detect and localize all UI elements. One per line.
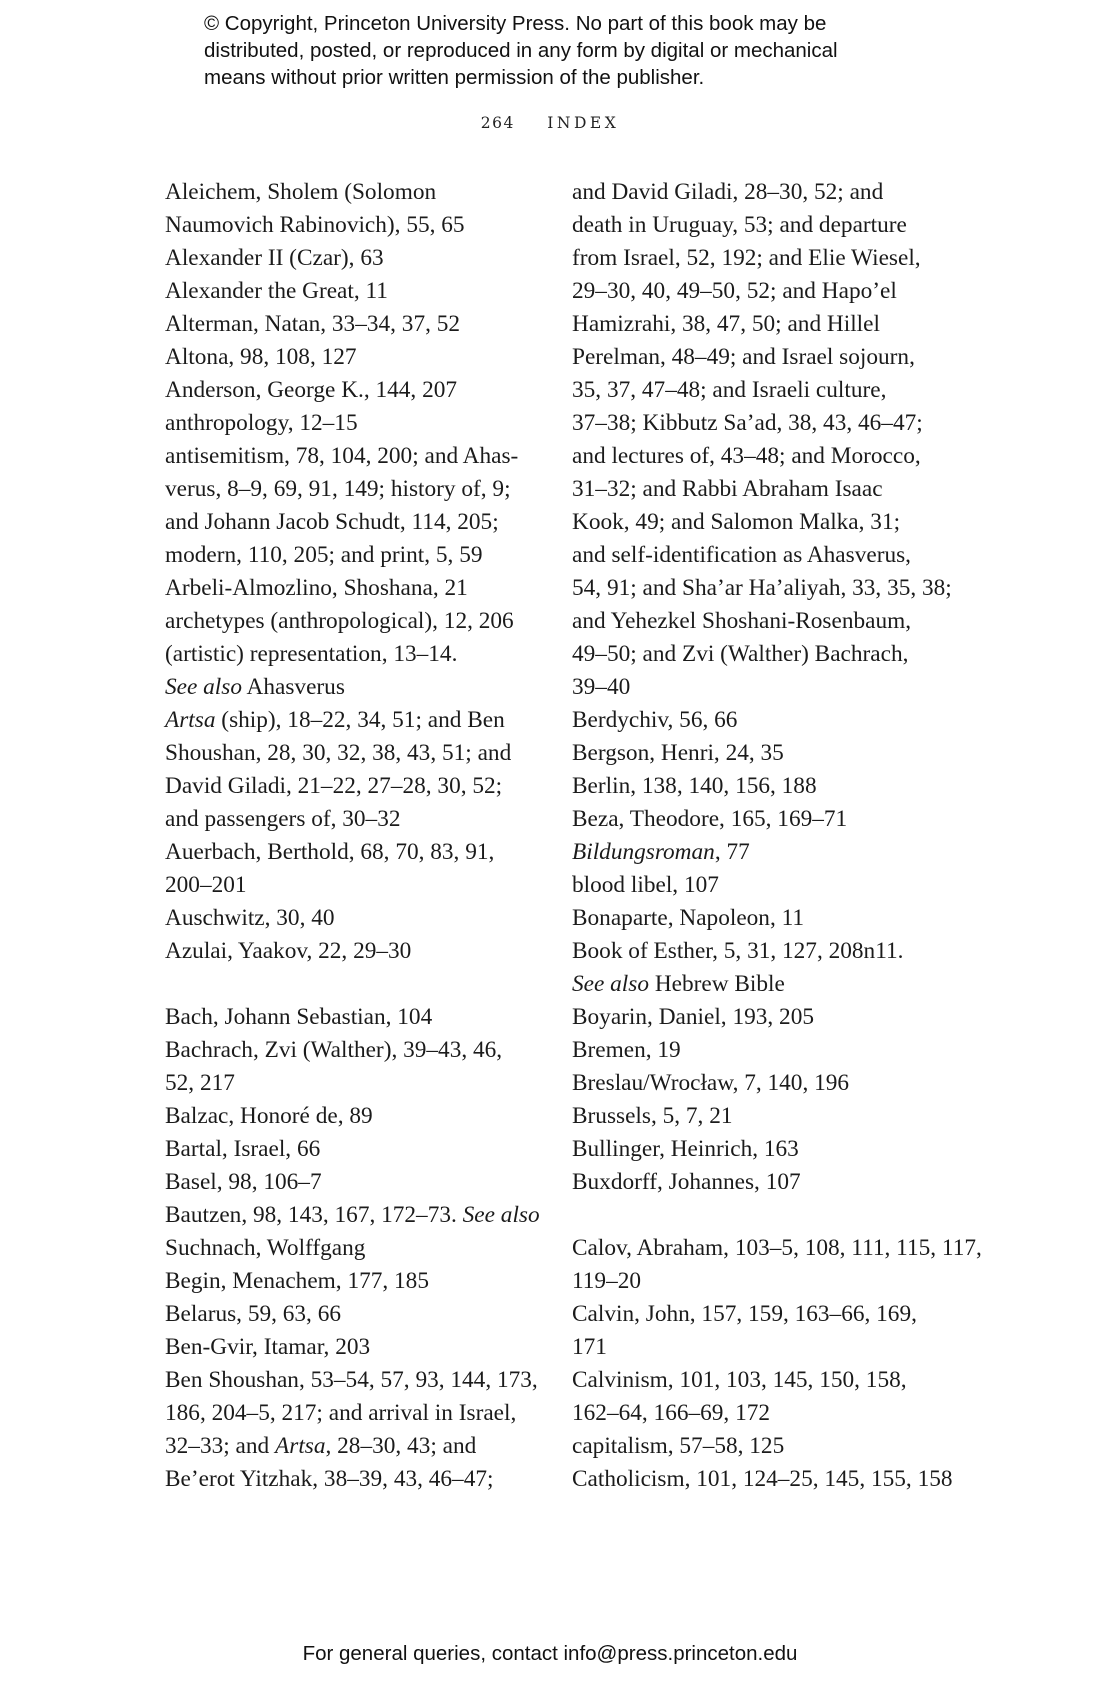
index-entry-line: Ben-Gvir, Itamar, 203: [165, 1334, 371, 1360]
index-entry: [572, 1298, 942, 1364]
index-entry-line: Auschwitz, 30, 40: [165, 905, 335, 931]
letter-group-gap: [165, 968, 550, 1001]
index-entry-line: Hamizrahi, 38, 47, 50; and Hillel: [572, 311, 880, 337]
index-entry-line: Berdychiv, 56, 66: [572, 707, 738, 733]
index-entry: [572, 1166, 942, 1199]
index-entry-line: Book of Esther, 5, 31, 127, 208n11.: [572, 938, 904, 964]
index-entry-line: Aleichem, Sholem (Solomon: [165, 179, 437, 205]
index-entry: [165, 407, 550, 440]
index-column-right: [572, 176, 982, 1496]
index-entry-line: 29–30, 40, 49–50, 52; and Hapo’el: [572, 278, 897, 304]
index-entry-line: Bildungsroman, 77: [572, 839, 750, 865]
index-entry-line: Calov, Abraham, 103–5, 108, 111, 115, 117,: [572, 1235, 982, 1261]
index-entry: [572, 1100, 942, 1133]
index-entry-line: archetypes (anthropological), 12, 206: [165, 608, 514, 634]
index-entry-line: Alexander II (Czar), 63: [165, 245, 384, 271]
index-entry: [572, 902, 942, 935]
index-entry-line: 32–33; and Artsa, 28–30, 43; and: [165, 1433, 477, 1459]
index-entry-line: and passengers of, 30–32: [165, 806, 401, 832]
index-entry-line: modern, 110, 205; and print, 5, 59: [165, 542, 483, 568]
index-entry: [165, 308, 550, 341]
index-entry: [165, 1298, 550, 1331]
index-entry-line: 162–64, 166–69, 172: [572, 1400, 771, 1426]
index-entry-line: Perelman, 48–49; and Israel sojourn,: [572, 344, 915, 370]
index-entry-line: 35, 37, 47–48; and Israeli culture,: [572, 377, 887, 403]
index-entry-line: and self-identification as Ahasverus,: [572, 542, 911, 568]
index-entry-line: Naumovich Rabinovich), 55, 65: [165, 212, 465, 238]
index-entry: [165, 605, 550, 638]
index-entry-line: Bullinger, Heinrich, 163: [572, 1136, 799, 1162]
section-title: INDEX: [547, 114, 620, 132]
index-entry-line: and David Giladi, 28–30, 52; and: [572, 179, 884, 205]
copyright-line: means without prior written permission of the publisher.: [204, 66, 705, 89]
index-entry-line: Bergson, Henri, 24, 35: [572, 740, 784, 766]
index-entry-line: Arbeli-Almozlino, Shoshana, 21: [165, 575, 468, 601]
index-entry: [572, 1001, 942, 1034]
index-entry: [572, 836, 942, 869]
index-entry: [165, 275, 550, 308]
index-entry-line: See also Hebrew Bible: [572, 971, 785, 997]
index-entry: [572, 935, 942, 1001]
index-entry: [165, 176, 550, 242]
index-entry-line: capitalism, 57–58, 125: [572, 1433, 785, 1459]
index-entry: [572, 770, 942, 803]
index-entry-line: Catholicism, 101, 124–25, 145, 155, 158: [572, 1466, 953, 1492]
index-entry-line: Bremen, 19: [572, 1037, 681, 1063]
index-entry: [165, 1133, 550, 1166]
index-entry-line: Buxdorff, Johannes, 107: [572, 1169, 801, 1195]
index-entry: [165, 704, 550, 836]
index-entry-line: Bach, Johann Sebastian, 104: [165, 1004, 433, 1030]
index-entry: [572, 1364, 942, 1430]
index-entry-line: antisemitism, 78, 104, 200; and Ahas-: [165, 443, 519, 469]
index-entry-line: 171: [572, 1334, 607, 1360]
index-entry: [572, 1067, 942, 1100]
index-entry-line: Altona, 98, 108, 127: [165, 344, 357, 370]
index-entry: [165, 1100, 550, 1133]
index-entry-line: Belarus, 59, 63, 66: [165, 1301, 342, 1327]
index-entry: [165, 440, 550, 572]
index-entry-line: 54, 91; and Sha’ar Ha’aliyah, 33, 35, 38;: [572, 575, 952, 601]
running-head: [0, 114, 1100, 132]
index-entry-line: Alterman, Natan, 33–34, 37, 52: [165, 311, 461, 337]
index-entry-line: Calvinism, 101, 103, 145, 150, 158,: [572, 1367, 907, 1393]
index-entry: [165, 1364, 550, 1496]
index-entry-line: Bachrach, Zvi (Walther), 39–43, 46,: [165, 1037, 503, 1063]
index-entry: [572, 1430, 942, 1463]
index-entry-line: anthropology, 12–15: [165, 410, 358, 436]
index-entry-line: blood libel, 107: [572, 872, 719, 898]
index-entry-line: Anderson, George K., 144, 207: [165, 377, 458, 403]
index-entry-line: Suchnach, Wolffgang: [165, 1235, 366, 1261]
index-entry-line: verus, 8–9, 69, 91, 149; history of, 9;: [165, 476, 511, 502]
index-entry-line: Bartal, Israel, 66: [165, 1136, 321, 1162]
index-entry: [165, 1001, 550, 1034]
index-entry-line: Beza, Theodore, 165, 169–71: [572, 806, 848, 832]
index-entry: [572, 704, 942, 737]
index-entry: [572, 869, 942, 902]
index-entry: [165, 572, 550, 605]
index-entry-line: See also Ahasverus: [165, 674, 345, 700]
index-entry-line: 52, 217: [165, 1070, 235, 1096]
index-entry: [165, 1166, 550, 1199]
index-entry-line: Breslau/Wrocław, 7, 140, 196: [572, 1070, 850, 1096]
index-entry-line: and Yehezkel Shoshani-Rosenbaum,: [572, 608, 912, 634]
index-entry-line: and Johann Jacob Schudt, 114, 205;: [165, 509, 499, 535]
index-entry-line: Brussels, 5, 7, 21: [572, 1103, 733, 1129]
index-entry: [572, 737, 942, 770]
index-entry-line: Berlin, 138, 140, 156, 188: [572, 773, 817, 799]
index-entry-line: Be’erot Yitzhak, 38–39, 43, 46–47;: [165, 1466, 494, 1492]
index-entry: [572, 1232, 982, 1298]
index-entry-line: Kook, 49; and Salomon Malka, 31;: [572, 509, 901, 535]
index-entry: [165, 242, 550, 275]
index-entry-line: Auerbach, Berthold, 68, 70, 83, 91,: [165, 839, 495, 865]
index-entry-line: 37–38; Kibbutz Sa’ad, 38, 43, 46–47;: [572, 410, 923, 436]
index-entry-line: Basel, 98, 106–7: [165, 1169, 322, 1195]
copyright-notice: [204, 10, 964, 91]
index-column-left: [165, 176, 550, 1496]
index-entry: [572, 176, 952, 704]
index-entry-line: Balzac, Honoré de, 89: [165, 1103, 373, 1129]
index-entry-line: Bautzen, 98, 143, 167, 172–73. See also: [165, 1202, 540, 1228]
page-number: 264: [480, 114, 515, 132]
index-entry: [572, 1034, 942, 1067]
index-entry-line: Begin, Menachem, 177, 185: [165, 1268, 429, 1294]
index-entry: [165, 374, 550, 407]
letter-group-gap: [572, 1199, 942, 1232]
index-entry-line: Azulai, Yaakov, 22, 29–30: [165, 938, 412, 964]
index-entry: [165, 638, 550, 704]
index-entry-line: and lectures of, 43–48; and Morocco,: [572, 443, 921, 469]
index-entry: [572, 803, 942, 836]
index-entry-line: Bonaparte, Napoleon, 11: [572, 905, 805, 931]
index-entry: [165, 1265, 550, 1298]
index-entry-line: Ben Shoushan, 53–54, 57, 93, 144, 173,: [165, 1367, 538, 1393]
index-entry-line: 49–50; and Zvi (Walther) Bachrach,: [572, 641, 909, 667]
index-entry: [165, 836, 550, 902]
index-entry-line: (artistic) representation, 13–14.: [165, 641, 458, 667]
index-entry: [165, 935, 550, 968]
index-entry-line: 186, 204–5, 217; and arrival in Israel,: [165, 1400, 517, 1426]
copyright-line: © Copyright, Princeton University Press. No part of this book may be: [204, 12, 827, 35]
index-entry-line: from Israel, 52, 192; and Elie Wiesel,: [572, 245, 921, 271]
index-entry: [165, 1034, 550, 1100]
index-entry-line: 119–20: [572, 1268, 642, 1294]
index-entry-line: death in Uruguay, 53; and departure: [572, 212, 907, 238]
index-entry-line: 39–40: [572, 674, 631, 700]
index-entry: [165, 341, 550, 374]
index-entry: [165, 902, 550, 935]
index-entry: [165, 1199, 550, 1265]
footer-contact: For general queries, contact info@press.princeton.edu: [302, 1642, 798, 1665]
index-entry-line: Boyarin, Daniel, 193, 205: [572, 1004, 814, 1030]
index-entry-line: 31–32; and Rabbi Abraham Isaac: [572, 476, 883, 502]
index-entry: [572, 1463, 953, 1496]
index-entry-line: Shoushan, 28, 30, 32, 38, 43, 51; and: [165, 740, 512, 766]
index-entry: [165, 1331, 550, 1364]
index-entry-line: Calvin, John, 157, 159, 163–66, 169,: [572, 1301, 917, 1327]
index-entry-line: Alexander the Great, 11: [165, 278, 388, 304]
index-entry-line: David Giladi, 21–22, 27–28, 30, 52;: [165, 773, 503, 799]
copyright-line: distributed, posted, or reproduced in any form by digital or mechanical: [204, 39, 838, 62]
index-entry-line: Artsa (ship), 18–22, 34, 51; and Ben: [165, 707, 505, 733]
index-entry-line: 200–201: [165, 872, 247, 898]
index-entry: [572, 1133, 942, 1166]
